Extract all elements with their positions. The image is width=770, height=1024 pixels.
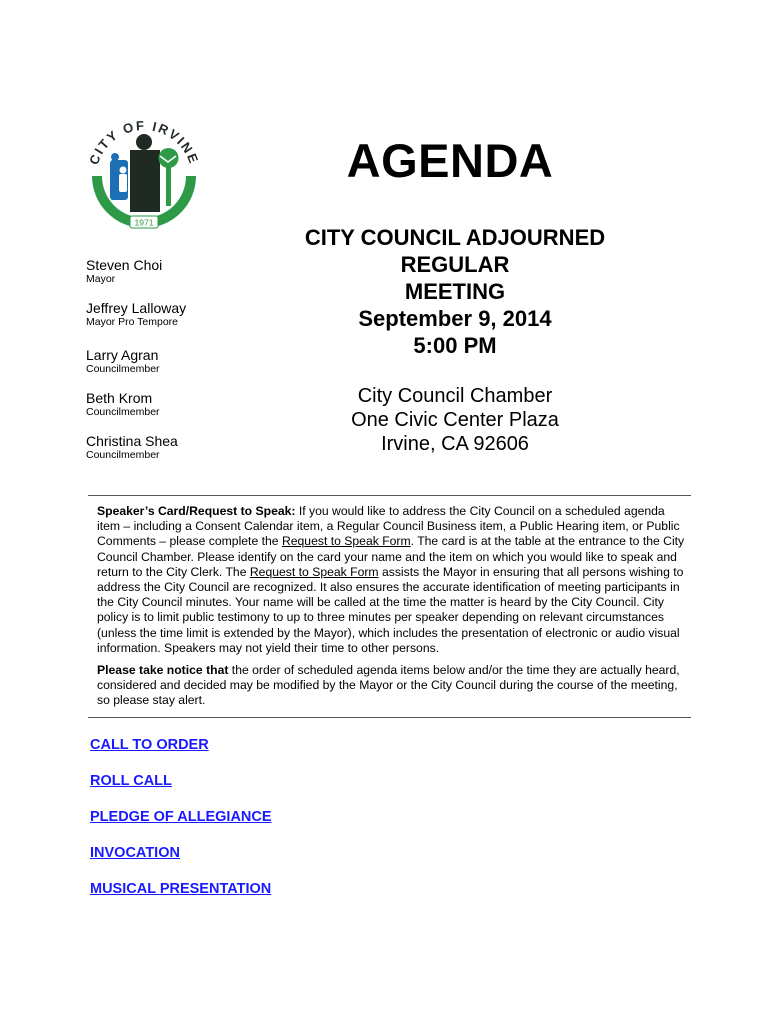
location-line: One Civic Center Plaza bbox=[351, 409, 559, 431]
request-to-speak-link[interactable]: Request to Speak Form bbox=[281, 534, 411, 549]
divider bbox=[88, 717, 691, 718]
member-block bbox=[86, 433, 178, 461]
notice-text: If you would like to address the City Council on a scheduled agenda item – including a Consent Calendar item, a Regular Council Business item, a Public Hearing item, or Public Comments – please complete the bbox=[97, 504, 680, 549]
divider bbox=[88, 495, 691, 496]
member-role: Mayor bbox=[86, 273, 116, 285]
speakers-label: Speaker’s Card/Request to Speak: bbox=[97, 504, 296, 518]
meeting-time: 5:00 PM bbox=[413, 333, 497, 358]
city-of-irvine-seal bbox=[82, 112, 207, 240]
agenda-item-call-to-order[interactable]: CALL TO ORDER bbox=[90, 737, 209, 753]
agenda-item-pledge-of-allegiance[interactable]: PLEDGE OF ALLEGIANCE bbox=[90, 809, 272, 825]
agenda-item-roll-call[interactable]: ROLL CALL bbox=[90, 773, 172, 789]
member-block bbox=[86, 347, 160, 375]
seal-year: 1971 bbox=[134, 217, 154, 228]
agenda-item-invocation[interactable]: INVOCATION bbox=[90, 845, 180, 861]
member-role: Councilmember bbox=[86, 363, 160, 375]
notice-text: . The card is at the table at the entrance to the City Council Chamber. Please identify on the card your name and the item on which you would like to speak and return to the City Clerk. The bbox=[97, 534, 685, 579]
meeting-date: September 9, 2014 bbox=[358, 306, 552, 331]
member-name: Steven Choi bbox=[86, 257, 163, 273]
notice-text: assists the Mayor in ensuring that all persons wishing to address the City Council are recognized. It also ensures the accurate identification of meeting participants in the City Council minutes. Your name will be called at the time the matter is heard by the City Council. City policy is to limit public testimony to up to three minutes per speaker depending on relevant circumstances (unless the time limit is extended by the Mayor), which includes the presentation of electronic or audio visual information. Speakers may not yield their time to other persons. bbox=[97, 564, 684, 655]
notice-text: the order of scheduled agenda items below and/or the time they are actually heard, considered and decided may be modified by the Mayor or the City Council during the course of the meeting, so please stay alert. bbox=[97, 663, 680, 708]
meeting-location bbox=[260, 384, 650, 456]
member-role: Mayor Pro Tempore bbox=[86, 316, 179, 328]
page-title: AGENDA bbox=[346, 134, 554, 187]
speakers-notice bbox=[97, 504, 687, 656]
agenda-item-musical-presentation[interactable]: MUSICAL PRESENTATION bbox=[90, 881, 272, 897]
location-line: City Council Chamber bbox=[357, 385, 553, 407]
meeting-info bbox=[260, 224, 650, 359]
member-name: Christina Shea bbox=[86, 433, 178, 449]
member-block bbox=[86, 257, 162, 285]
member-block bbox=[86, 390, 160, 418]
seal-arc-text: CITY OF IRVINE bbox=[86, 117, 202, 167]
meeting-line: REGULAR bbox=[400, 252, 510, 277]
please-label: Please take notice that bbox=[97, 663, 229, 677]
seal-graphic bbox=[82, 112, 207, 240]
member-role: Councilmember bbox=[86, 449, 160, 461]
location-line: Irvine, CA 92606 bbox=[381, 433, 529, 455]
member-role: Councilmember bbox=[86, 406, 160, 418]
member-name: Jeffrey Lalloway bbox=[86, 300, 187, 316]
member-block bbox=[86, 300, 186, 328]
meeting-line: CITY COUNCIL ADJOURNED bbox=[304, 225, 606, 250]
request-to-speak-link[interactable]: Request to Speak Form bbox=[249, 564, 379, 579]
member-name: Beth Krom bbox=[86, 390, 153, 406]
order-notice bbox=[97, 663, 687, 709]
meeting-line: MEETING bbox=[404, 279, 506, 304]
member-name: Larry Agran bbox=[86, 347, 159, 363]
